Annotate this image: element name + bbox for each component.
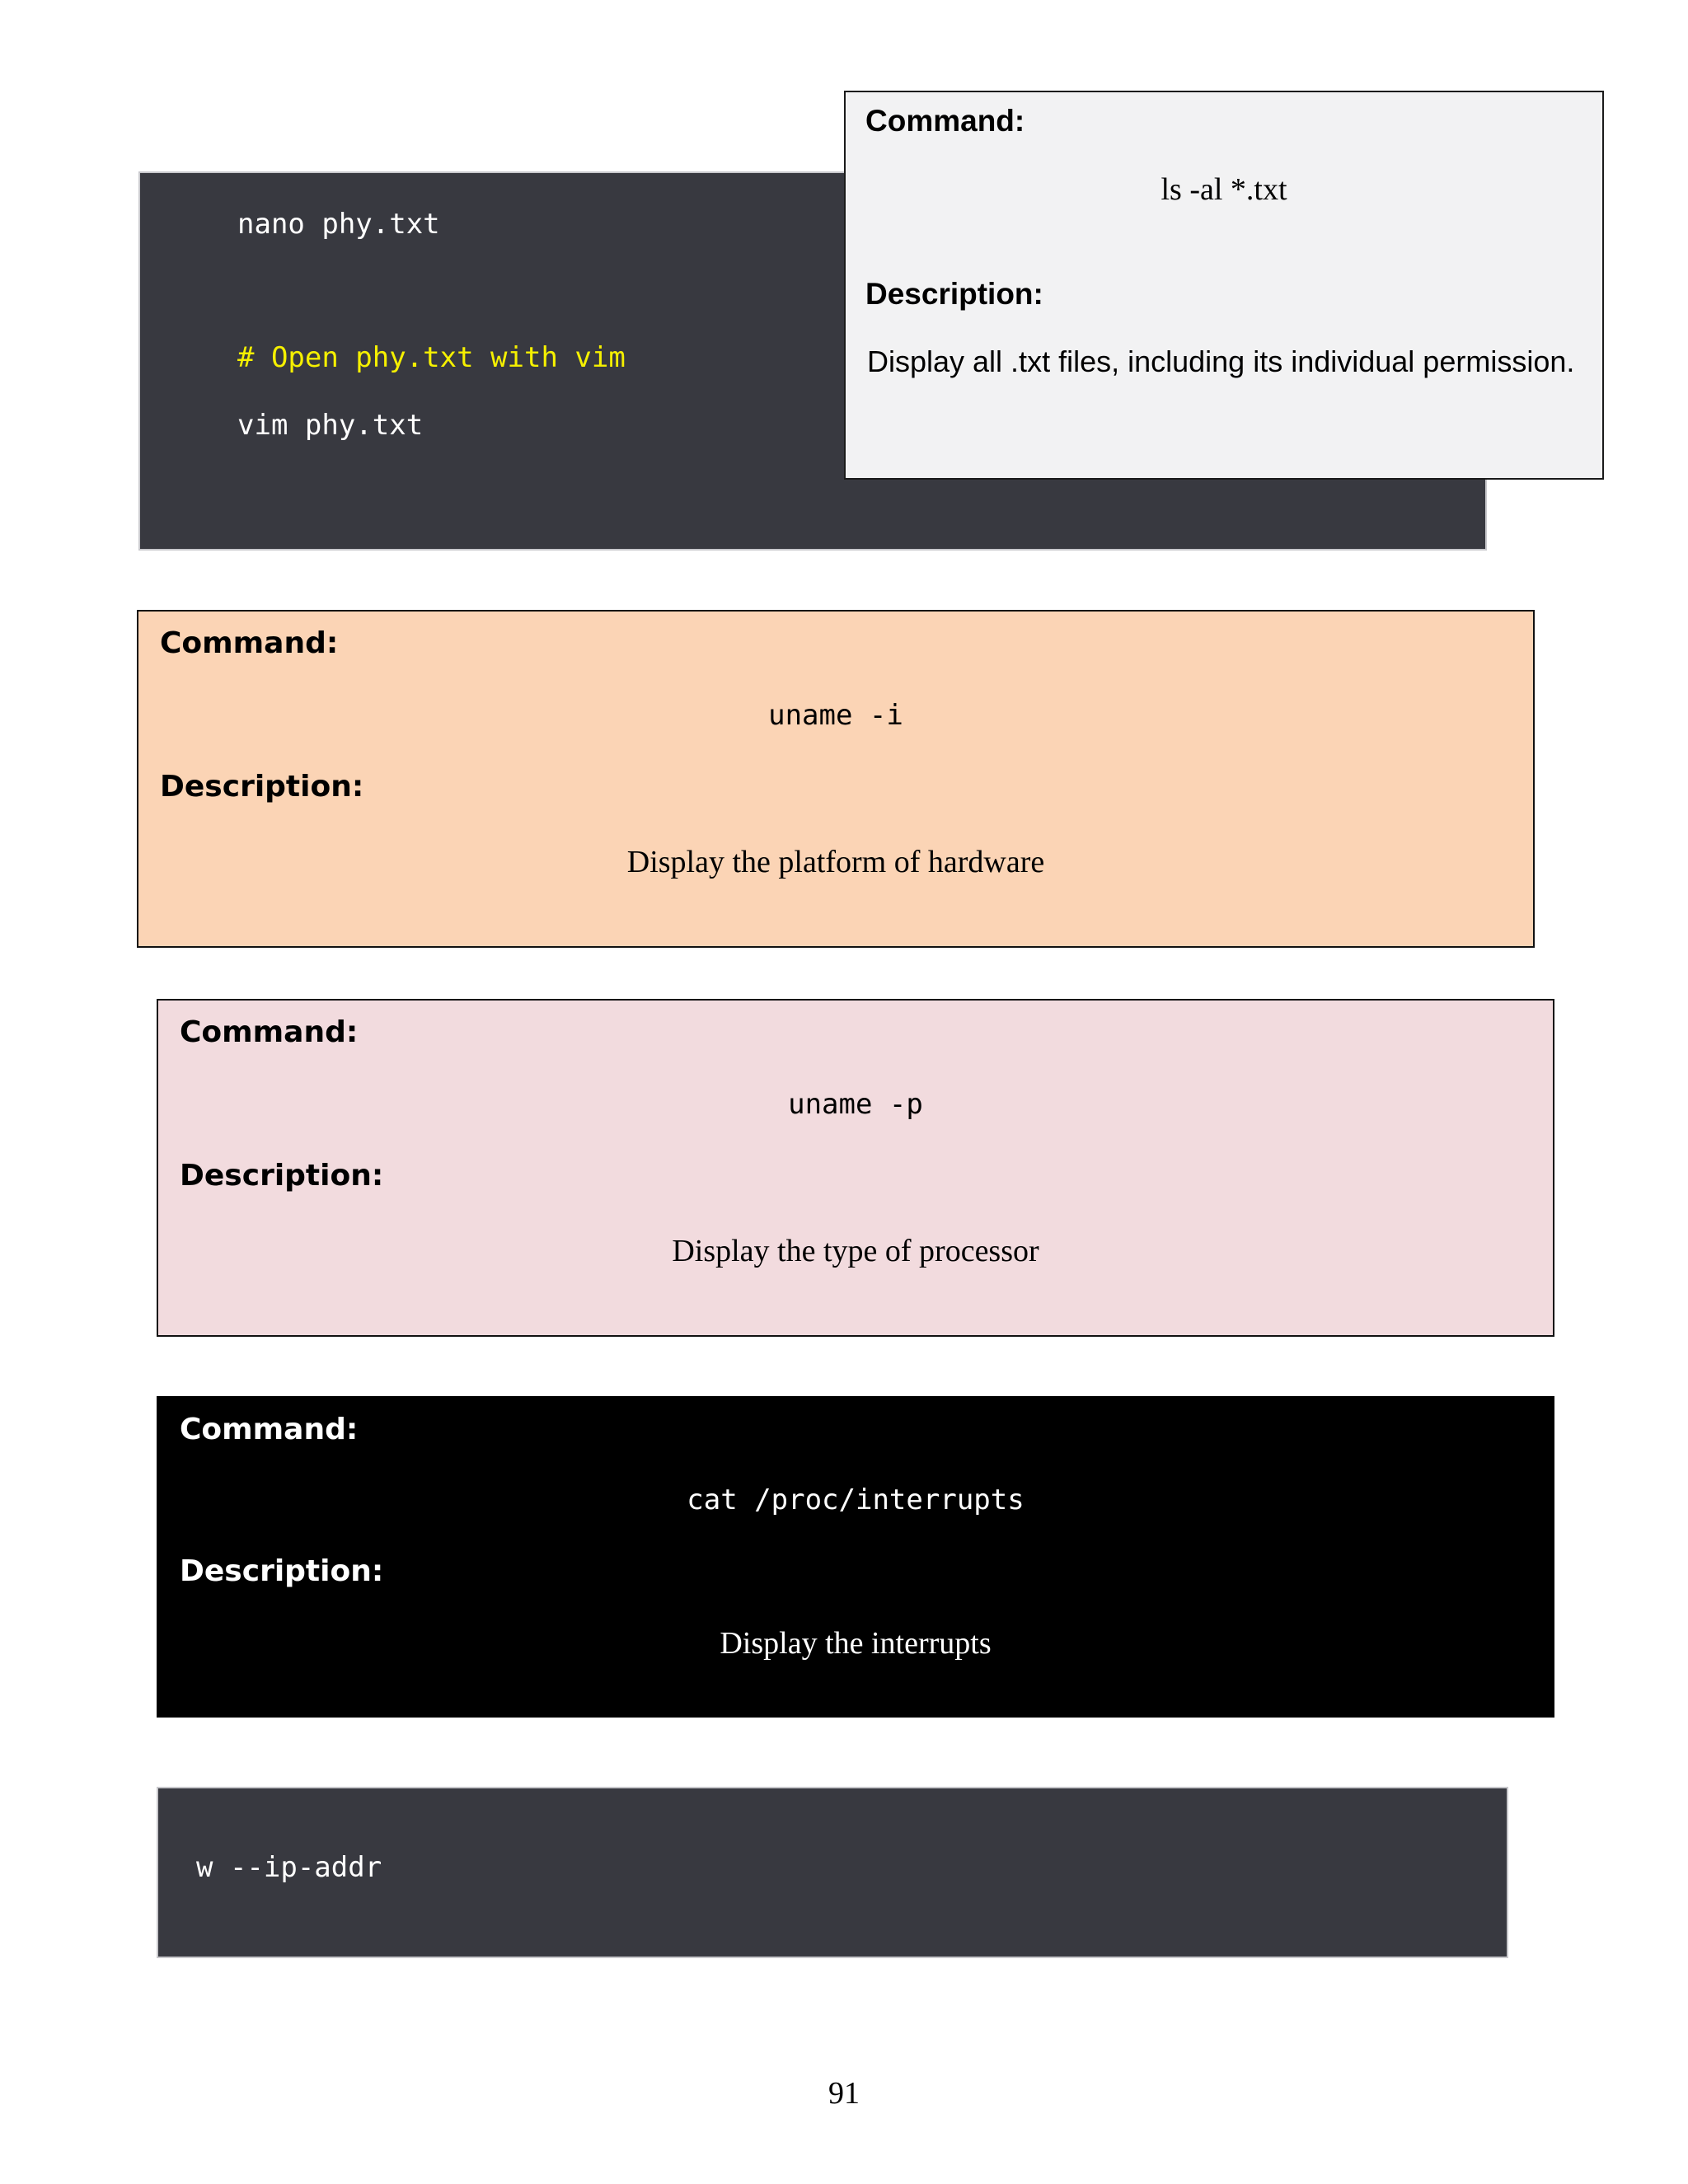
description-text: Display the platform of hardware [626, 845, 1045, 879]
command-text: uname -p [788, 1088, 923, 1121]
code-comment-open-vim: # Open phy.txt with vim [237, 341, 626, 374]
code-line-w-ip-addr: w --ip-addr [196, 1851, 382, 1884]
command-label: Command: [160, 626, 339, 660]
command-box-ls-al [844, 91, 1604, 480]
code-block-w-ip-addr [157, 1787, 1508, 1958]
command-box-uname-p [157, 999, 1554, 1337]
command-label: Command: [180, 1015, 359, 1049]
code-line-nano: nano phy.txt [237, 208, 440, 241]
command-text: ls -al *.txt [1160, 172, 1287, 207]
command-box-uname-i [137, 610, 1535, 948]
command-label: Command: [180, 1413, 359, 1446]
description-text: Display the interrupts [720, 1626, 992, 1661]
command-text: uname -i [768, 699, 903, 732]
command-label: Command: [865, 104, 1025, 138]
code-line-vim: vim phy.txt [237, 409, 424, 442]
description-label: Description: [865, 277, 1043, 311]
description-label: Description: [160, 770, 364, 804]
description-text: Display all .txt files, including its individual permission. [867, 344, 1575, 378]
command-text: cat /proc/interrupts [687, 1483, 1025, 1516]
command-box-interrupts [157, 1396, 1554, 1718]
description-label: Description: [180, 1554, 384, 1588]
page-number: 91 [828, 2076, 860, 2111]
description-label: Description: [180, 1159, 384, 1193]
description-text: Display the type of processor [672, 1234, 1039, 1268]
